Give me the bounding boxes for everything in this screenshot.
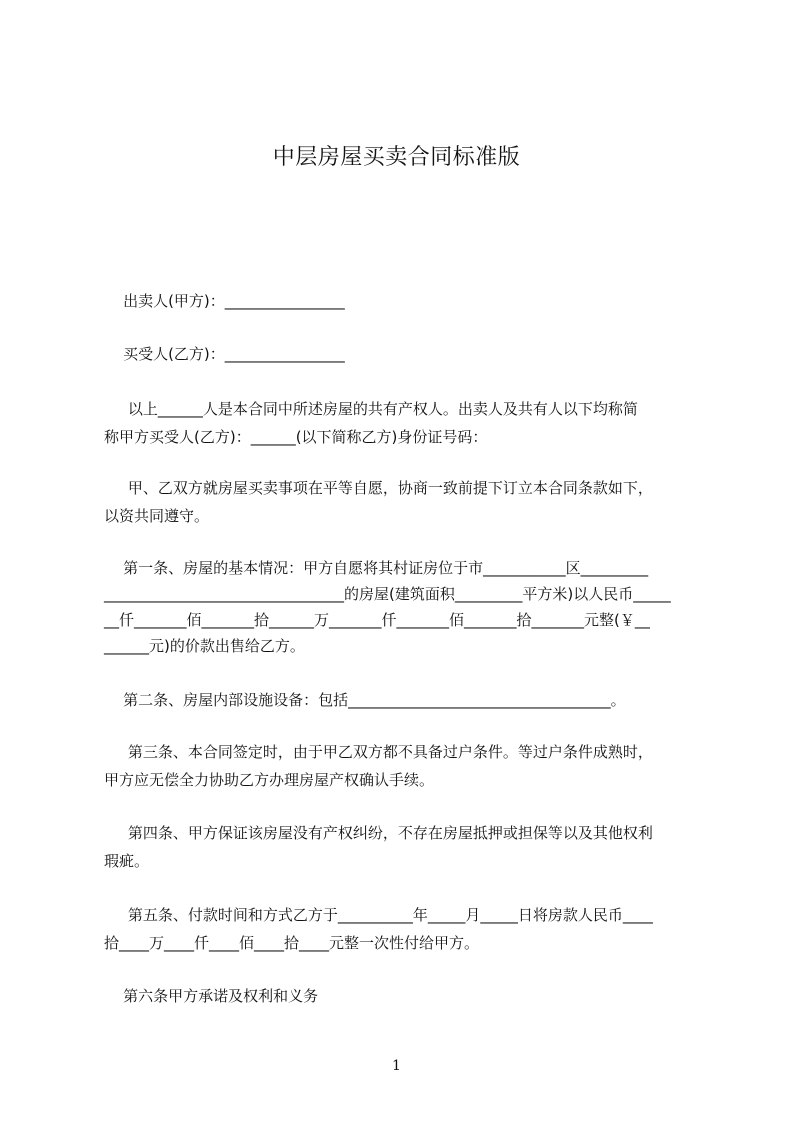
article-5-line-1: 第五条、付款时间和方式乙方于__________年_____月_____日将房款人民币____	[104, 906, 653, 924]
article-1-line-4: ______元)的价款出售给乙方。	[104, 637, 305, 655]
co-owner-line-2: 称甲方买受人(乙方)：______(以下简称乙方)身份证号码：	[104, 428, 488, 446]
document-title: 中层房屋买卖合同标准版	[272, 145, 521, 170]
article-1-line-1: 第一条、房屋的基本情况：甲方自愿将其村证房位于市___________区_________	[104, 559, 649, 577]
buyer-line: 买受人(乙方)：________________	[104, 345, 345, 363]
article-4-line-2: 瑕疵。	[104, 852, 150, 870]
seller-line: 出卖人(甲方)：________________	[104, 292, 345, 310]
co-owner-line-1: 以上______人是本合同中所述房屋的共有产权人。出卖人及共有人以下均称简	[104, 400, 638, 418]
article-1-line-3: __仟_______佰_______拾______万_______仟_______佰_______拾_______元整(￥__	[104, 611, 650, 629]
article-3-line-2: 甲方应无偿全力协助乙方办理房屋产权确认手续。	[104, 771, 435, 789]
article-4-line-1: 第四条、甲方保证该房屋没有产权纠纷，不存在房屋抵押或担保等以及其他权利	[104, 824, 653, 842]
article-5-line-2: 拾____万____仟____佰____拾____元整一次性付给甲方。	[104, 934, 480, 952]
article-1-line-2: ________________________________的房屋(建筑面积_________平方米)以人民币_____	[104, 585, 671, 603]
page-number: 1	[392, 1058, 401, 1074]
intro-line-1: 甲、乙双方就房屋买卖事项在平等自愿，协商一致前提下订立本合同条款如下，	[104, 479, 653, 497]
article-2-line-1: 第二条、房屋内部设施设备：包括___________________________________。	[104, 691, 626, 709]
article-3-line-1: 第三条、本合同签定时，由于甲乙双方都不具备过户条件。等过户条件成熟时，	[104, 743, 653, 761]
article-6-heading: 第六条甲方承诺及权利和义务	[104, 987, 319, 1005]
intro-line-2: 以资共同遵守。	[104, 507, 210, 525]
